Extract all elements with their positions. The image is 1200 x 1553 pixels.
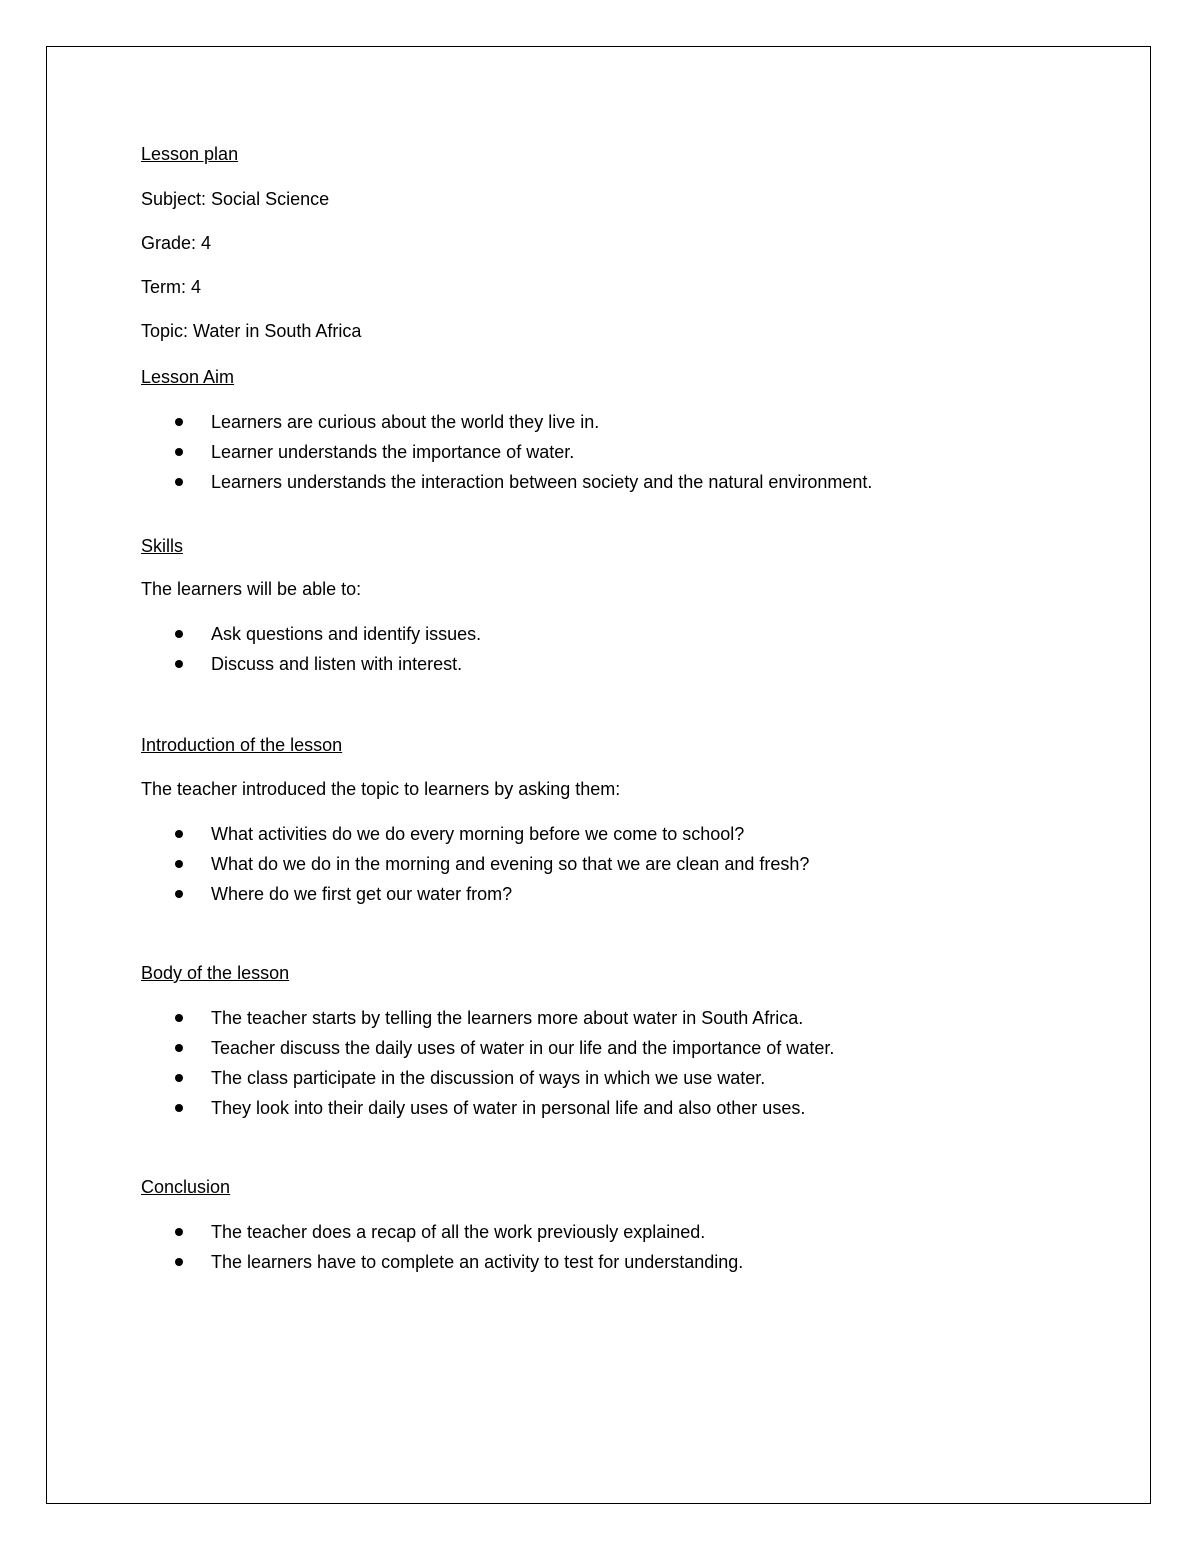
- list-item: The teacher does a recap of all the work previously explained.: [141, 1221, 1101, 1243]
- bullet-icon: [175, 1074, 183, 1082]
- grade-line: Grade: 4: [141, 233, 212, 253]
- term-line: Term: 4: [141, 277, 202, 297]
- bullet-icon: [175, 860, 183, 868]
- lesson-aim-heading: Lesson Aim: [141, 367, 235, 387]
- list-item: Learners are curious about the world they live in.: [141, 411, 1101, 433]
- introduction-list: [141, 823, 1101, 905]
- list-item: The learners have to complete an activity to test for understanding.: [141, 1251, 1101, 1273]
- body-heading: Body of the lesson: [141, 963, 290, 983]
- bullet-icon: [175, 1014, 183, 1022]
- bullet-icon: [175, 1044, 183, 1052]
- subject-line: Subject: Social Science: [141, 189, 330, 209]
- skills-list: [141, 623, 1101, 675]
- bullet-icon: [175, 448, 183, 456]
- conclusion-heading: Conclusion: [141, 1177, 231, 1197]
- bullet-icon: [175, 1258, 183, 1266]
- list-item: Where do we first get our water from?: [141, 883, 1101, 905]
- list-item: The class participate in the discussion of ways in which we use water.: [141, 1067, 1101, 1089]
- bullet-icon: [175, 1228, 183, 1236]
- lesson-aim-list: [141, 411, 1101, 493]
- bullet-icon: [175, 478, 183, 486]
- list-item: The teacher starts by telling the learners more about water in South Africa.: [141, 1007, 1101, 1029]
- document-title: Lesson plan: [141, 144, 239, 164]
- list-item: What activities do we do every morning before we come to school?: [141, 823, 1101, 845]
- list-item: Ask questions and identify issues.: [141, 623, 1101, 645]
- bullet-icon: [175, 830, 183, 838]
- bullet-icon: [175, 630, 183, 638]
- topic-line: Topic: Water in South Africa: [141, 321, 362, 341]
- bullet-icon: [175, 418, 183, 426]
- list-item: They look into their daily uses of water in personal life and also other uses.: [141, 1097, 1101, 1119]
- list-item: Discuss and listen with interest.: [141, 653, 1101, 675]
- list-item: What do we do in the morning and evening so that we are clean and fresh?: [141, 853, 1101, 875]
- list-item: Learners understands the interaction between society and the natural environment.: [141, 471, 1101, 493]
- skills-intro: The learners will be able to:: [141, 579, 362, 599]
- body-list: [141, 1007, 1101, 1119]
- skills-heading: Skills: [141, 536, 184, 556]
- list-item: Teacher discuss the daily uses of water in our life and the importance of water.: [141, 1037, 1101, 1059]
- document-content: [141, 140, 1101, 1281]
- bullet-icon: [175, 660, 183, 668]
- bullet-icon: [175, 1104, 183, 1112]
- introduction-heading: Introduction of the lesson: [141, 735, 343, 755]
- conclusion-list: [141, 1221, 1101, 1273]
- introduction-intro: The teacher introduced the topic to learners by asking them:: [141, 779, 621, 799]
- list-item: Learner understands the importance of water.: [141, 441, 1101, 463]
- bullet-icon: [175, 890, 183, 898]
